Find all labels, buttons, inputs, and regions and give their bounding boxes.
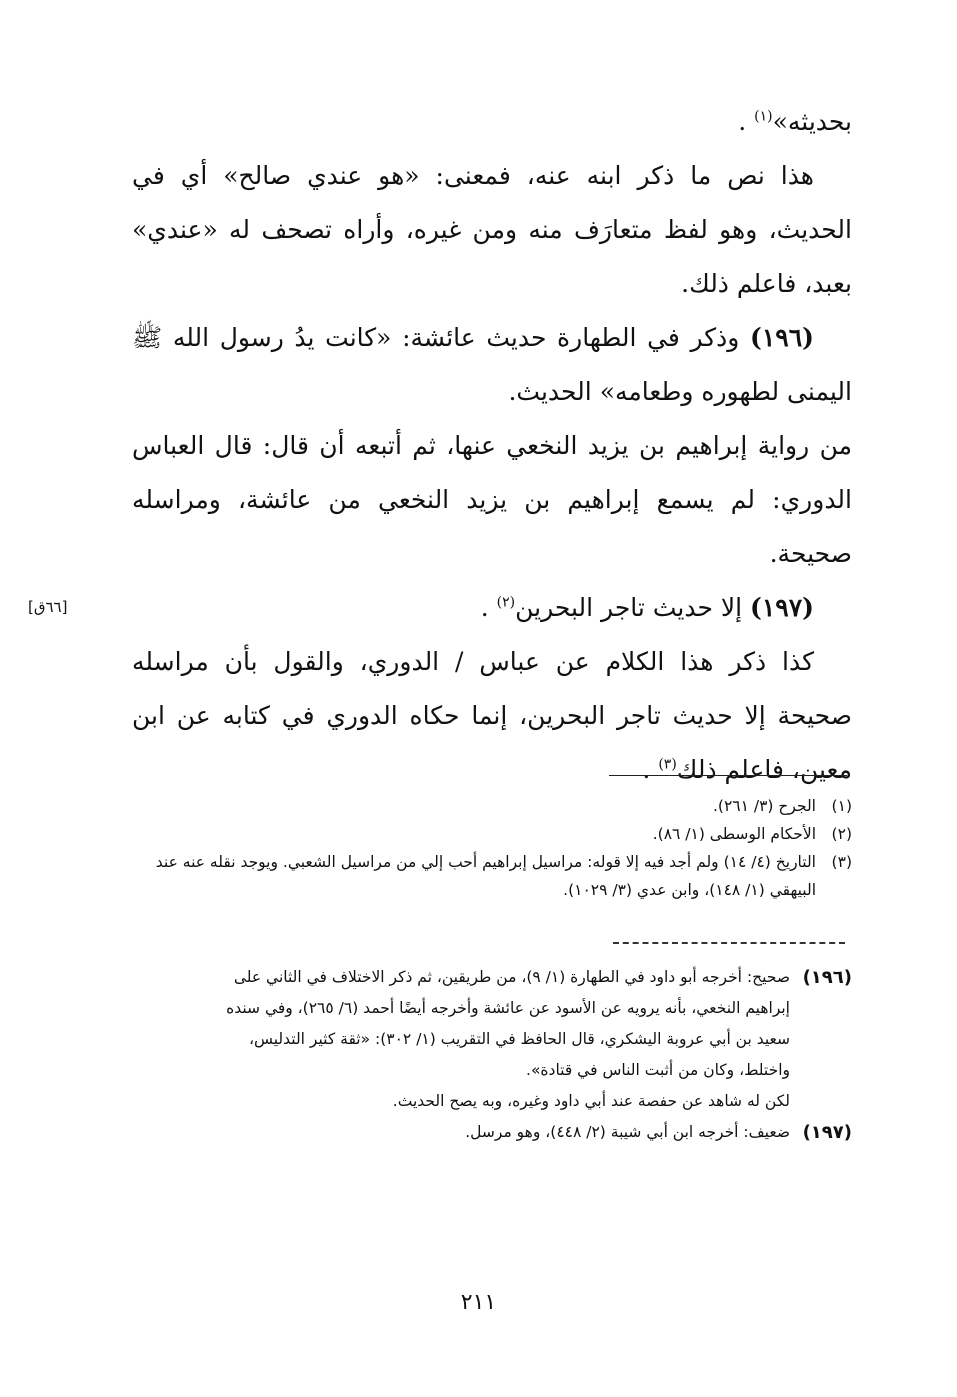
entry-196-text: وذكر في الطهارة حديث عائشة: «كانت يدُ رسول الله ﷺ اليمنى لطهوره وطعامه» الحديث. bbox=[132, 323, 852, 406]
footnote-item bbox=[132, 820, 852, 848]
footnote-number: (٢) bbox=[831, 825, 852, 843]
takhrij-number: (١٩٧) bbox=[802, 1122, 852, 1143]
footnote-number: (٣) bbox=[831, 853, 852, 871]
entry-196-number: (١٩٦) bbox=[750, 323, 814, 352]
continuation-line bbox=[132, 95, 852, 149]
entry-197-text: إلا حديث تاجر البحرين bbox=[515, 593, 751, 622]
main-text bbox=[132, 95, 852, 797]
entry-197 bbox=[132, 581, 852, 635]
takhrij-notes bbox=[132, 962, 852, 1148]
paragraph-2-text: من رواية إبراهيم بن يزيد النخعي عنها، ثم أتبعه أن قال: قال العباس الدوري: لم يسمع إبراهيم بن يزيد النخعي من عائشة، ومراسله صحيحة. bbox=[132, 431, 853, 568]
footnote-ref-3: (٣) bbox=[658, 756, 677, 773]
paragraph-2 bbox=[132, 419, 852, 581]
takhrij-line: صحيح: أخرجه أبو داود في الطهارة (١/ ٩)، من طريقين، ثم ذكر الاختلاف في الثاني على bbox=[233, 968, 790, 986]
footnote-item bbox=[132, 792, 852, 820]
entry-196 bbox=[132, 311, 852, 419]
footnote-text: الأحكام الوسطى (١/ ٨٦). bbox=[652, 825, 816, 843]
period: . bbox=[738, 107, 755, 136]
manuscript-folio-marker: [٦٦ق] bbox=[28, 598, 68, 616]
takhrij-line: لكن له شاهد عن حفصة عند أبي داود وغيره، وبه يصح الحديث. bbox=[392, 1092, 790, 1110]
footnote-item bbox=[132, 848, 852, 904]
takhrij-item-196 bbox=[132, 962, 852, 1117]
takhrij-line: سعيد بن أبي عروبة اليشكري، قال الحافظ في التقريب (١/ ٣٠٢): «ثقة كثير التدليس، bbox=[248, 1030, 790, 1048]
takhrij-separator bbox=[613, 942, 845, 944]
takhrij-number: (١٩٦) bbox=[802, 967, 852, 988]
footnote-number: (١) bbox=[831, 797, 852, 815]
page-number: ٢١١ bbox=[460, 1290, 497, 1315]
paragraph-1-text: هذا نص ما ذكر ابنه عنه، فمعنى: «هو عندي صالح» أي في الحديث، وهو لفظ متعارَف منه ومن غيره، وأراه تصحف له «عندي» بعبد، فاعلم ذلك. bbox=[132, 161, 852, 298]
paragraph-3 bbox=[132, 635, 852, 797]
footnotes bbox=[132, 792, 852, 904]
footnote-text: الجرح (٣/ ٢٦١). bbox=[712, 797, 816, 815]
period: . bbox=[642, 755, 659, 784]
continuation-text: بحديثه» bbox=[772, 107, 852, 136]
takhrij-body bbox=[132, 962, 790, 1117]
takhrij-line: إبراهيم النخعي، بأنه يرويه عن الأسود عن عائشة وأخرجه أيضًا أحمد (٦/ ٢٦٥)، وفي سنده bbox=[226, 999, 790, 1017]
takhrij-line: واختلط، وكان من أثبت الناس في قتادة». bbox=[526, 1061, 790, 1079]
takhrij-body bbox=[132, 1117, 790, 1148]
footnote-ref-2: (٢) bbox=[496, 594, 516, 611]
footnote-separator bbox=[609, 775, 847, 776]
takhrij-line: ضعيف: أخرجه ابن أبي شيبة (٢/ ٤٤٨)، وهو مرسل. bbox=[465, 1123, 790, 1141]
footnote-text: التاريخ (٤/ ١٤) ولم أجد فيه إلا قوله: مراسيل إبراهيم أحب إلي من مراسيل الشعبي. ويوجد نقله عنه عند البيهقي (١/ ١٤٨)، وابن عدي (٣/ ١٠٢٩). bbox=[155, 853, 816, 899]
takhrij-item-197 bbox=[132, 1117, 852, 1148]
entry-197-number: (١٩٧) bbox=[750, 593, 814, 622]
paragraph-3-text: كذا ذكر هذا الكلام عن عباس / الدوري، والقول بأن مراسله صحيحة إلا حديث تاجر البحرين، إنما حكاه الدوري في كتابه عن ابن معين، فاعلم ذلك bbox=[132, 647, 852, 784]
paragraph-1 bbox=[132, 149, 852, 311]
footnote-ref-1: (١) bbox=[754, 108, 773, 125]
period: . bbox=[480, 593, 497, 622]
